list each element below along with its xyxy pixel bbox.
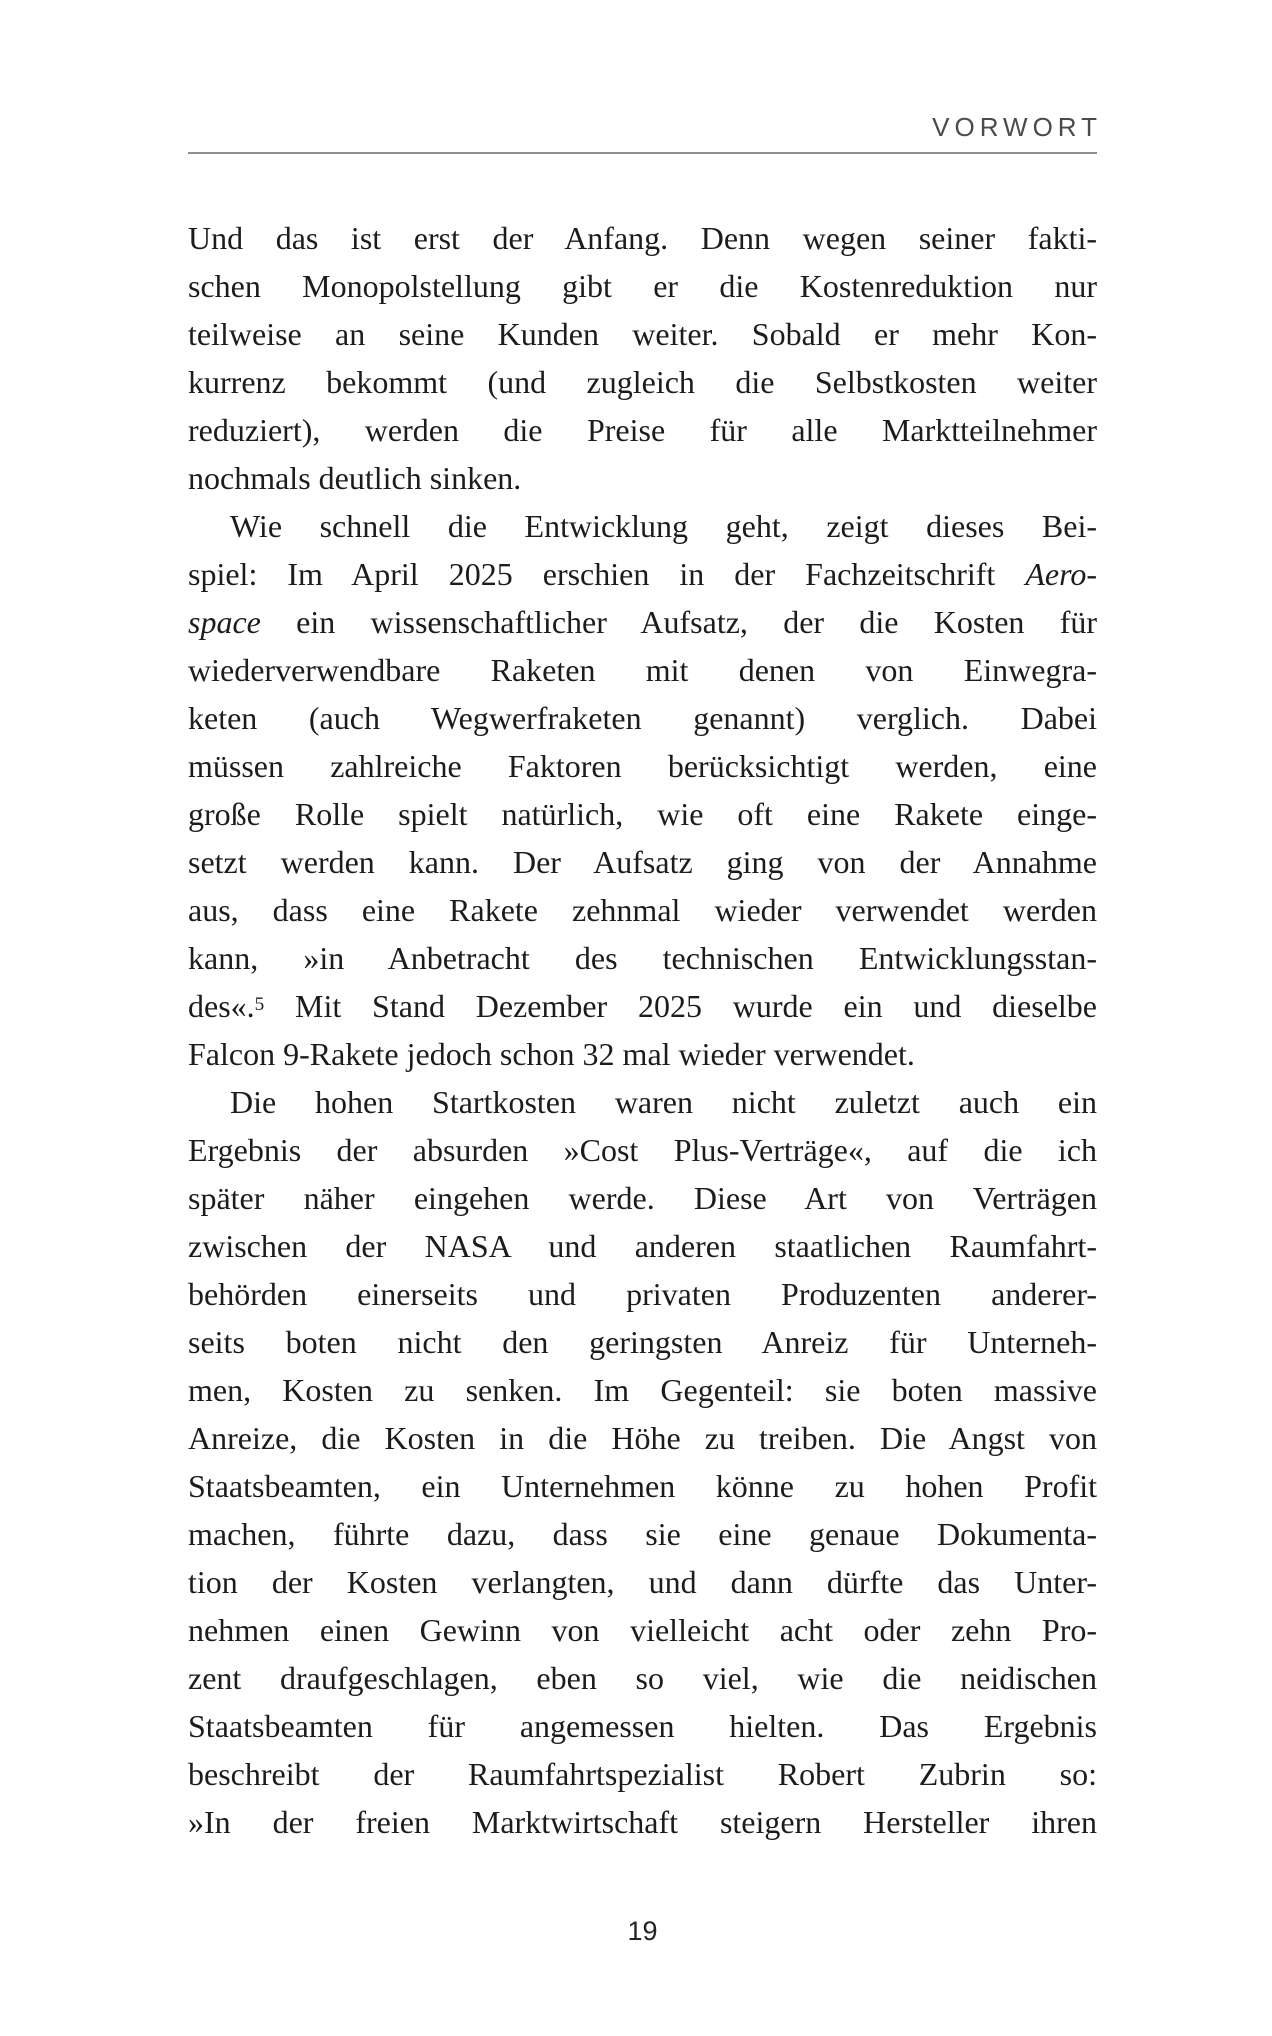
text-segment: seits boten nicht den geringsten Anreiz für Unterneh- [188, 1324, 1097, 1360]
page-number: 19 [627, 1916, 658, 1946]
body-text [188, 214, 1097, 1846]
text-line [188, 1798, 1097, 1846]
text-segment: Anreize, die Kosten in die Höhe zu treiben. Die Angst von [188, 1420, 1097, 1456]
text-segment: spiel: Im April 2025 erschien in der Fachzeitschrift [188, 556, 1026, 592]
text-line [188, 790, 1097, 838]
text-segment: Die hohen Startkosten waren nicht zuletzt auch ein [230, 1084, 1097, 1120]
text-line [188, 550, 1097, 598]
text-segment: setzt werden kann. Der Aufsatz ging von der Annahme [188, 844, 1097, 880]
text-segment: Und das ist erst der Anfang. Denn wegen seiner fakti- [188, 220, 1097, 256]
text-line [188, 838, 1097, 886]
text-segment: Staatsbeamten für angemessen hielten. Das Ergebnis [188, 1708, 1097, 1744]
text-segment: später näher eingehen werde. Diese Art von Verträgen [188, 1180, 1097, 1216]
text-line [188, 502, 1097, 550]
text-line [188, 1606, 1097, 1654]
text-line [188, 694, 1097, 742]
text-segment: kurrenz bekommt (und zugleich die Selbstkosten weiter [188, 364, 1097, 400]
text-line [188, 598, 1097, 646]
text-line [188, 310, 1097, 358]
text-segment: wiederverwendbare Raketen mit denen von Einwegra- [188, 652, 1097, 688]
text-segment: kann, »in Anbetracht des technischen Entwicklungsstan- [188, 940, 1097, 976]
text-line [188, 1750, 1097, 1798]
text-line [188, 934, 1097, 982]
text-segment: große Rolle spielt natürlich, wie oft eine Rakete einge- [188, 796, 1097, 832]
text-segment: men, Kosten zu senken. Im Gegenteil: sie boten massive [188, 1372, 1097, 1408]
text-segment: space [188, 604, 261, 640]
text-line [188, 1078, 1097, 1126]
text-segment: tion der Kosten verlangten, und dann dürfte das Unter- [188, 1564, 1097, 1600]
text-segment: ein wissenschaftlicher Aufsatz, der die Kosten für [260, 604, 1097, 640]
text-segment: reduziert), werden die Preise für alle Marktteilnehmer [188, 412, 1097, 448]
text-line [188, 982, 1097, 1030]
text-line [188, 1558, 1097, 1606]
text-segment: »In der freien Marktwirtschaft steigern Hersteller ihren [188, 1804, 1097, 1840]
text-segment: zent draufgeschlagen, eben so viel, wie die neidischen [188, 1660, 1097, 1696]
text-line [188, 1414, 1097, 1462]
text-segment: Mit Stand Dezember 2025 wurde ein und dieselbe [264, 988, 1097, 1024]
text-segment: aus, dass eine Rakete zehnmal wieder verwendet werden [188, 892, 1097, 928]
footnote-marker: 5 [254, 994, 265, 1015]
running-header-label: VORWORT [932, 112, 1102, 142]
text-line [188, 1510, 1097, 1558]
text-segment: Wie schnell die Entwicklung geht, zeigt dieses Bei- [230, 508, 1097, 544]
text-segment: nehmen einen Gewinn von vielleicht acht oder zehn Pro- [188, 1612, 1097, 1648]
text-line [188, 1222, 1097, 1270]
text-segment: des«. [188, 988, 255, 1024]
running-header [188, 112, 1102, 143]
text-line [188, 886, 1097, 934]
text-line [188, 1270, 1097, 1318]
text-line [188, 358, 1097, 406]
text-segment: Ergebnis der absurden »Cost Plus-Verträge«, auf die ich [188, 1132, 1097, 1168]
text-segment: keten (auch Wegwerfraketen genannt) verglich. Dabei [188, 700, 1097, 736]
text-segment: machen, führte dazu, dass sie eine genaue Dokumenta- [188, 1516, 1097, 1552]
text-line [188, 262, 1097, 310]
text-line [188, 454, 1097, 502]
header-rule [188, 152, 1097, 154]
text-segment: Staatsbeamten, ein Unternehmen könne zu hohen Profit [188, 1468, 1097, 1504]
text-line [188, 1030, 1097, 1078]
text-segment: müssen zahlreiche Faktoren berücksichtigt werden, eine [188, 748, 1097, 784]
text-line [188, 1462, 1097, 1510]
text-line [188, 1126, 1097, 1174]
text-line [188, 214, 1097, 262]
text-segment: Aero- [1025, 556, 1097, 592]
text-segment: behörden einerseits und privaten Produzenten anderer- [188, 1276, 1097, 1312]
text-line [188, 1366, 1097, 1414]
text-line [188, 1702, 1097, 1750]
text-line [188, 646, 1097, 694]
text-segment: teilweise an seine Kunden weiter. Sobald er mehr Kon- [188, 316, 1097, 352]
text-segment: Falcon 9-Rakete jedoch schon 32 mal wieder verwendet. [188, 1036, 915, 1072]
text-segment: nochmals deutlich sinken. [188, 460, 522, 496]
text-segment: zwischen der NASA und anderen staatlichen Raumfahrt- [188, 1228, 1097, 1264]
text-line [188, 742, 1097, 790]
text-segment: schen Monopolstellung gibt er die Kostenreduktion nur [188, 268, 1097, 304]
text-segment: beschreibt der Raumfahrtspezialist Robert Zubrin so: [188, 1756, 1097, 1792]
text-line [188, 1654, 1097, 1702]
text-line [188, 1318, 1097, 1366]
text-line [188, 406, 1097, 454]
text-line [188, 1174, 1097, 1222]
